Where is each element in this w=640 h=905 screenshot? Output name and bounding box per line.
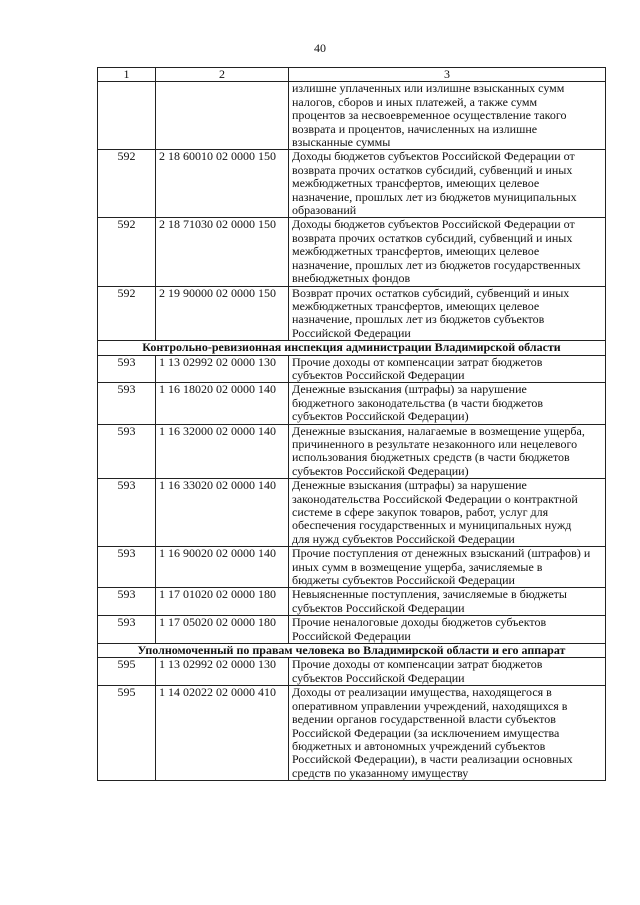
admin-code-cell: 593 <box>98 547 156 588</box>
admin-code-cell: 595 <box>98 658 156 686</box>
revenue-code-cell: 1 16 32000 02 0000 140 <box>156 424 289 479</box>
description-line: Российской Федерации), в части реализации основных <box>292 752 573 767</box>
description-cell <box>289 547 606 588</box>
description-line: Невыясненные поступления, зачисляемые в бюджеты <box>292 587 567 602</box>
revenue-code-cell: 1 17 01020 02 0000 180 <box>156 588 289 616</box>
description-line: Доходы от реализации имущества, находящегося в <box>292 685 552 700</box>
table-row <box>98 82 606 150</box>
description-line: назначение, прошлых лет из бюджетов муниципальных <box>292 189 577 204</box>
description-line: Доходы бюджетов субъектов Российской Федерации от <box>292 217 575 232</box>
description-line: бюджеты субъектов Российской Федерации <box>292 573 515 588</box>
description-cell <box>289 616 606 644</box>
description-line: средств по указанному имуществу <box>292 765 469 780</box>
header-col-1: 1 <box>98 68 156 82</box>
description-line: Российской Федерации <box>292 325 411 340</box>
description-line: иных сумм в возмещение ущерба, зачисляемые в <box>292 559 543 574</box>
revenue-code-cell: 1 16 90020 02 0000 140 <box>156 547 289 588</box>
table-row <box>98 547 606 588</box>
admin-code-cell: 592 <box>98 218 156 286</box>
description-cell <box>289 286 606 341</box>
table-header-row <box>98 68 606 82</box>
page-number: 40 <box>314 41 326 55</box>
description-line: межбюджетных трансфертов, имеющих целевое <box>292 244 540 259</box>
table-row <box>98 383 606 424</box>
revenue-code-cell: 1 14 02022 02 0000 410 <box>156 686 289 781</box>
description-line: субъектов Российской Федерации) <box>292 463 469 478</box>
description-line: Прочие доходы от компенсации затрат бюджетов <box>292 657 543 672</box>
admin-code-cell: 593 <box>98 616 156 644</box>
table-row <box>98 616 606 644</box>
description-line: бюджетного законодательства (в части бюджетов <box>292 395 544 410</box>
section-title: Контрольно-ревизионная инспекция администрации Владимирской области <box>98 341 606 355</box>
description-line: Возврат прочих остатков субсидий, субвенций и иных <box>292 285 570 300</box>
description-line: для нужд субъектов Российской Федерации <box>292 531 515 546</box>
description-cell <box>289 218 606 286</box>
description-cell <box>289 150 606 218</box>
description-line: ведении органов государственной власти субъектов <box>292 712 556 727</box>
description-line: субъектов Российской Федерации) <box>292 409 469 424</box>
section-header-row <box>98 341 606 355</box>
description-line: межбюджетных трансфертов, имеющих целевое <box>292 176 540 191</box>
revenue-codes-table <box>97 67 606 781</box>
description-line: межбюджетных трансфертов, имеющих целевое <box>292 298 540 313</box>
description-line: оперативном управлении учреждений, находящихся в <box>292 698 568 713</box>
description-line: Прочие неналоговые доходы бюджетов субъектов <box>292 615 547 630</box>
description-line: законодательства Российской Федерации о контрактной <box>292 491 578 506</box>
admin-code-cell <box>98 82 156 150</box>
section-title: Уполномоченный по правам человека во Владимирской области и его аппарат <box>98 644 606 658</box>
revenue-code-cell: 1 17 05020 02 0000 180 <box>156 616 289 644</box>
description-line: субъектов Российской Федерации <box>292 367 465 382</box>
revenue-code-cell: 1 16 33020 02 0000 140 <box>156 479 289 547</box>
description-line: Денежные взыскания (штрафы) за нарушение <box>292 478 527 493</box>
table-row <box>98 150 606 218</box>
description-line: Денежные взыскания (штрафы) за нарушение <box>292 382 527 397</box>
description-line: Российской Федерации <box>292 628 411 643</box>
description-line: излишне уплаченных или излишне взысканных сумм <box>292 81 565 96</box>
description-cell <box>289 588 606 616</box>
table-row <box>98 355 606 383</box>
description-line: возврата прочих остатков субсидий, субвенций и иных <box>292 162 573 177</box>
admin-code-cell: 593 <box>98 355 156 383</box>
description-line: образований <box>292 203 357 218</box>
admin-code-cell: 592 <box>98 286 156 341</box>
table-row <box>98 658 606 686</box>
table-row <box>98 588 606 616</box>
header-col-3: 3 <box>289 68 606 82</box>
description-line: назначение, прошлых лет из бюджетов субъектов <box>292 312 545 327</box>
table-row <box>98 218 606 286</box>
description-cell <box>289 82 606 150</box>
description-line: Российской Федерации (за исключением имущества <box>292 725 560 740</box>
description-line: причиненного в результате незаконного или нецелевого <box>292 436 578 451</box>
section-header-row <box>98 644 606 658</box>
description-cell <box>289 658 606 686</box>
admin-code-cell: 593 <box>98 383 156 424</box>
description-line: использования бюджетных средств (в части бюджетов <box>292 450 570 465</box>
revenue-code-cell: 1 16 18020 02 0000 140 <box>156 383 289 424</box>
description-line: назначение, прошлых лет из бюджетов государственных <box>292 257 581 272</box>
revenue-code-cell: 2 19 90000 02 0000 150 <box>156 286 289 341</box>
table-row <box>98 479 606 547</box>
revenue-code-cell: 1 13 02992 02 0000 130 <box>156 355 289 383</box>
description-line: субъектов Российской Федерации <box>292 670 465 685</box>
description-line: возврата и процентов, начисленных на излишне <box>292 121 538 136</box>
header-col-2: 2 <box>156 68 289 82</box>
description-cell <box>289 383 606 424</box>
admin-code-cell: 593 <box>98 588 156 616</box>
description-line: налогов, сборов и иных платежей, а также сумм <box>292 94 538 109</box>
description-cell <box>289 355 606 383</box>
description-cell <box>289 686 606 781</box>
description-line: обеспечения государственных и муниципальных нужд <box>292 518 572 533</box>
description-line: процентов за несвоевременное осуществление такого <box>292 108 567 123</box>
description-line: внебюджетных фондов <box>292 271 411 286</box>
revenue-code-cell <box>156 82 289 150</box>
admin-code-cell: 592 <box>98 150 156 218</box>
revenue-code-cell: 1 13 02992 02 0000 130 <box>156 658 289 686</box>
table-row <box>98 686 606 781</box>
description-line: Денежные взыскания, налагаемые в возмещение ущерба, <box>292 423 585 438</box>
description-line: взысканные суммы <box>292 135 391 150</box>
description-line: субъектов Российской Федерации <box>292 600 465 615</box>
description-line: системе в сфере закупок товаров, работ, услуг для <box>292 505 549 519</box>
table-row <box>98 424 606 479</box>
revenue-code-cell: 2 18 60010 02 0000 150 <box>156 150 289 218</box>
admin-code-cell: 593 <box>98 479 156 547</box>
description-cell <box>289 479 606 547</box>
description-line: Доходы бюджетов субъектов Российской Федерации от <box>292 149 575 164</box>
admin-code-cell: 595 <box>98 686 156 781</box>
revenue-code-cell: 2 18 71030 02 0000 150 <box>156 218 289 286</box>
description-line: Прочие доходы от компенсации затрат бюджетов <box>292 354 543 369</box>
description-line: возврата прочих остатков субсидий, субвенций и иных <box>292 230 573 245</box>
table-row <box>98 286 606 341</box>
description-cell <box>289 424 606 479</box>
description-line: бюджетных и автономных учреждений субъектов <box>292 738 546 753</box>
admin-code-cell: 593 <box>98 424 156 479</box>
description-line: Прочие поступления от денежных взысканий (штрафов) и <box>292 546 591 561</box>
